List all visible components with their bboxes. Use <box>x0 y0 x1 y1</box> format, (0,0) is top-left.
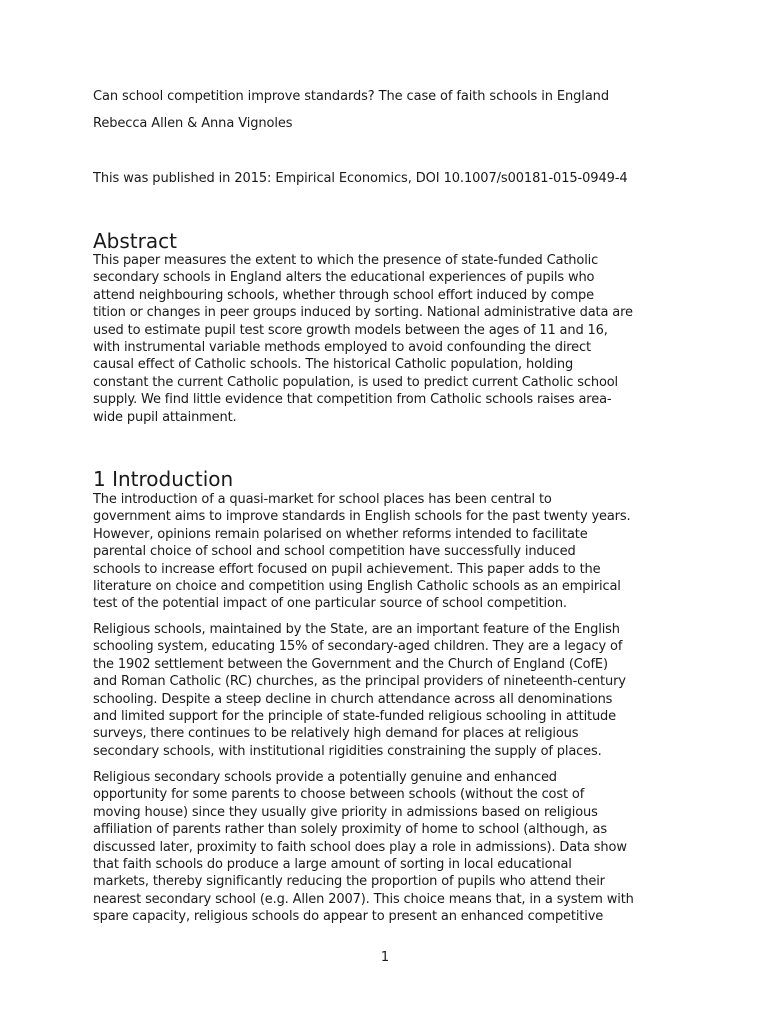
text-line: Religious secondary schools provide a potentially genuine and enhanced <box>93 770 557 785</box>
text-line: Religious schools, maintained by the State, are an important feature of the English <box>93 622 620 637</box>
text-line: with instrumental variable methods employed to avoid confounding the direct <box>93 340 591 356</box>
introduction-paragraph-3 <box>93 769 634 926</box>
text-line: test of the potential impact of one particular source of school competition. <box>93 596 567 612</box>
text-line: affiliation of parents rather than solely proximity of home to school (although, as <box>93 822 607 838</box>
text-line: schooling. Despite a steep decline in church attendance across all denominations <box>93 691 613 707</box>
text-line: wide pupil attainment. <box>93 409 237 425</box>
text-line: secondary schools in England alters the educational experiences of pupils who <box>93 270 595 286</box>
text-line: moving house) since they usually give priority in admissions based on religious <box>93 804 598 820</box>
text-line: spare capacity, religious schools do appear to present an enhanced competitive <box>93 909 604 925</box>
text-line: surveys, there continues to be relatively high demand for places at religious <box>93 726 579 742</box>
text-line: However, opinions remain polarised on whether reforms intended to facilitate <box>93 526 588 542</box>
text-line: schools to increase effort focused on pupil achievement. This paper adds to the <box>93 561 601 577</box>
text-line: used to estimate pupil test score growth models between the ages of 11 and 16, <box>93 322 608 338</box>
text-line: This paper measures the extent to which the presence of state-funded Catholic <box>93 253 599 268</box>
text-line: secondary schools, with institutional rigidities constraining the supply of places. <box>93 743 602 759</box>
publication-note: This was published in 2015: Empirical Economics, DOI 10.1007/s00181-015-0949-4 <box>93 171 628 186</box>
abstract-heading: Abstract <box>93 229 177 253</box>
text-line: and Roman Catholic (RC) churches, as the principal providers of nineteenth-century <box>93 674 626 690</box>
introduction-paragraph-1 <box>93 491 630 613</box>
text-line: and limited support for the principle of state-funded religious schooling in attitude <box>93 709 617 725</box>
paper-authors: Rebecca Allen & Anna Vignoles <box>93 116 293 131</box>
text-line: the 1902 settlement between the Government and the Church of England (CofE) <box>93 656 608 672</box>
text-line: discussed later, proximity to faith school does play a role in admissions). Data show <box>93 839 627 855</box>
text-line: nearest secondary school (e.g. Allen 2007). This choice means that, in a system with <box>93 891 634 907</box>
paper-title: Can school competition improve standards? The case of faith schools in England <box>93 89 609 104</box>
text-line: schooling system, educating 15% of secondary-aged children. They are a legacy of <box>93 639 623 655</box>
page-number: 1 <box>380 950 390 965</box>
text-line: that faith schools do produce a large amount of sorting in local educational <box>93 857 572 873</box>
text-line: government aims to improve standards in English schools for the past twenty years. <box>93 509 631 525</box>
introduction-heading: 1 Introduction <box>93 467 234 491</box>
text-line: markets, thereby significantly reducing the proportion of pupils who attend their <box>93 874 605 890</box>
abstract-paragraph <box>93 252 633 426</box>
text-line: attend neighbouring schools, whether through school effort induced by compe <box>93 287 594 303</box>
text-line: opportunity for some parents to choose between schools (without the cost of <box>93 787 585 803</box>
introduction-paragraph-2 <box>93 621 626 760</box>
text-line: tition or changes in peer groups induced by sorting. National administrative data are <box>93 305 633 321</box>
text-line: The introduction of a quasi-market for school places has been central to <box>93 492 552 507</box>
text-line: parental choice of school and school competition have successfully induced <box>93 544 576 560</box>
text-line: constant the current Catholic population, is used to predict current Catholic school <box>93 374 619 390</box>
text-line: causal effect of Catholic schools. The historical Catholic population, holding <box>93 357 574 373</box>
text-line: supply. We find little evidence that competition from Catholic schools raises area- <box>93 392 612 408</box>
text-line: literature on choice and competition using English Catholic schools as an empirical <box>93 579 621 595</box>
